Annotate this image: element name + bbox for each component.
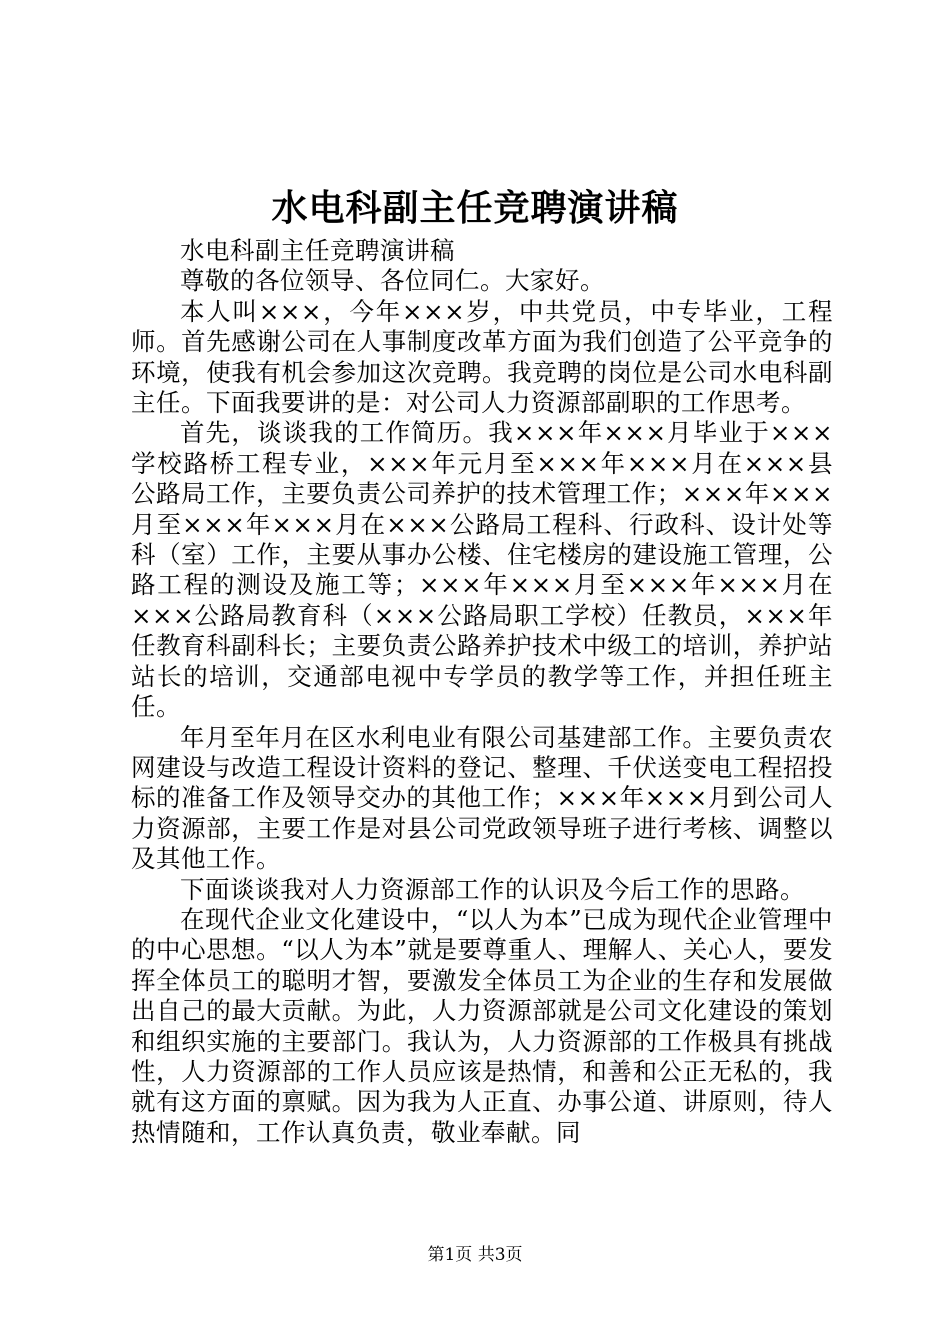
paragraph-subtitle: 水电科副主任竞聘演讲稿 <box>180 236 455 265</box>
paragraph-greeting: 尊敬的各位领导、各位同仁。大家好。 <box>180 266 605 296</box>
document-title: 水电科副主任竞聘演讲稿 <box>271 187 679 229</box>
paragraph-current-role: 年月至年月在区水利电业有限公司基建部工作。主要负责农网建设与改造工程设计资料的登记、整理、千伏送变电工程招投标的准备工作及领导交办的其他工作；×××年×××月到公司人力资源部，主要工作是对县公司党政领导班子进行考核、调整以及其他工作。 <box>131 722 833 874</box>
paragraph-hr-vision: 在现代企业文化建设中，“以人为本”已成为现代企业管理中的中心思想。“以人为本”就是要尊重人、理解人、关心人，要发挥全体员工的聪明才智，要激发全体员工为企业的生存和发展做出自己的最大贡献。为此，人力资源部就是公司文化建设的策划和组织实施的主要部门。我认为，人力资源部的工作极具有挑战性，人力资源部的工作人员应该是热情，和善和公正无私的，我就有这方面的禀赋。因为我为人正直、办事公道、讲原则，待人热情随和，工作认真负责，敬业奉献。同 <box>131 904 833 1147</box>
page-footer: 第1页 共3页 <box>427 1245 523 1265</box>
paragraph-transition: 下面谈谈我对人力资源部工作的认识及今后工作的思路。 <box>180 874 805 904</box>
document-body <box>131 236 833 1148</box>
paragraph-work-history: 首先，谈谈我的工作简历。我×××年×××月毕业于×××学校路桥工程专业，×××年元月至×××年×××月在×××县公路局工作，主要负责公司养护的技术管理工作；×××年×××月至×××年×××月在×××公路局工程科、行政科、设计处等科（室）工作，主要从事办公楼、住宅楼房的建设施工管理，公路工程的测设及施工等；×××年×××月至×××年×××月在×××公路局教育科（×××公路局职工学校）任教员，×××年任教育科副科长；主要负责公路养护技术中级工的培训，养护站站长的培训，交通部电视中专学员的教学等工作，并担任班主任。 <box>131 418 833 722</box>
paragraph-introduction: 本人叫×××，今年×××岁，中共党员，中专毕业，工程师。首先感谢公司在人事制度改革方面为我们创造了公平竞争的环境，使我有机会参加这次竞聘。我竞聘的岗位是公司水电科副主任。下面我要讲的是：对公司人力资源部副职的工作思考。 <box>131 296 833 418</box>
